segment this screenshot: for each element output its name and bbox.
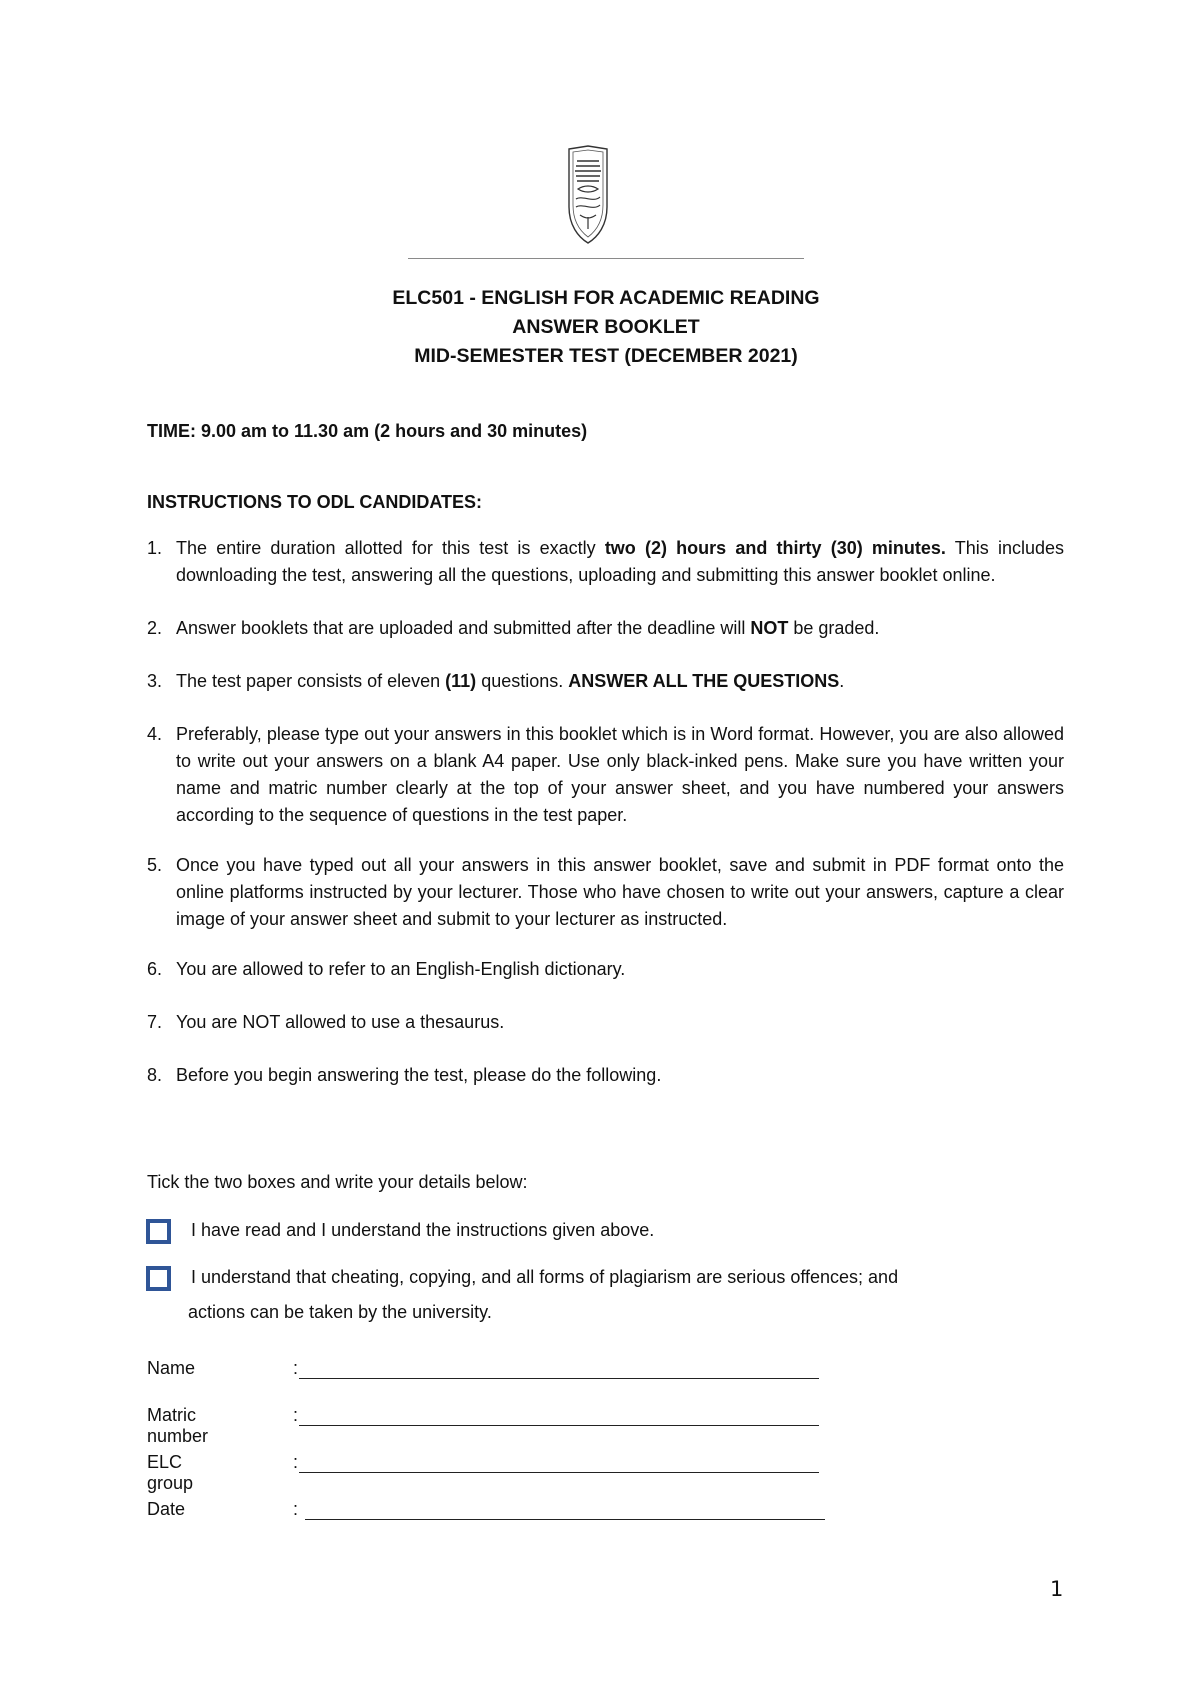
- instruction-item: [147, 852, 1064, 933]
- matric-number-label: Matric number: [147, 1405, 209, 1446]
- instruction-text: .: [839, 671, 845, 691]
- instruction-text: be graded.: [788, 618, 880, 638]
- instructions-list: [147, 535, 1064, 1115]
- read-instructions-checkbox[interactable]: [146, 1219, 171, 1244]
- instruction-item: [147, 668, 1064, 695]
- read-instructions-label: I have read and I understand the instructions given above.: [191, 1220, 655, 1240]
- instruction-number: 2.: [147, 618, 163, 638]
- test-title: MID-SEMESTER TEST (DECEMBER 2021): [414, 345, 798, 367]
- name-colon: :: [293, 1358, 299, 1378]
- plagiarism-acknowledgement-label: I understand that cheating, copying, and all forms of plagiarism are serious offences; and: [191, 1267, 899, 1287]
- matric-colon: :: [293, 1405, 299, 1425]
- instruction-text: This includes downloading the test, answering all the questions, uploading and submitting this answer booklet online.: [176, 538, 1064, 585]
- instruction-emphasis: NOT: [750, 618, 789, 638]
- instruction-number: 4.: [147, 724, 163, 744]
- instruction-text: Answer booklets that are uploaded and submitted after the deadline will: [176, 618, 751, 638]
- elc-group-label: ELC group: [147, 1452, 194, 1493]
- date-field[interactable]: [305, 1519, 825, 1520]
- instruction-number: 1.: [147, 538, 163, 558]
- instruction-text: Before you begin answering the test, please do the following.: [176, 1065, 662, 1085]
- matric-number-field[interactable]: [299, 1425, 819, 1426]
- instruction-emphasis: ANSWER ALL THE QUESTIONS: [568, 671, 840, 691]
- instruction-text: questions.: [476, 671, 569, 691]
- instruction-number: 6.: [147, 959, 163, 979]
- course-title: ELC501 - ENGLISH FOR ACADEMIC READING: [392, 287, 820, 309]
- instruction-text: You are allowed to refer to an English-English dictionary.: [176, 959, 626, 979]
- instruction-item: [147, 956, 1064, 983]
- instruction-text: The entire duration allotted for this test is exactly: [176, 538, 605, 558]
- elc-group-field[interactable]: [299, 1472, 819, 1473]
- plagiarism-acknowledgement-checkbox[interactable]: [146, 1266, 171, 1291]
- instruction-text: You are NOT allowed to use a thesaurus.: [176, 1012, 505, 1032]
- instruction-item: [147, 721, 1064, 829]
- booklet-title: ANSWER BOOKLET: [512, 316, 700, 338]
- name-label: Name: [147, 1358, 196, 1378]
- date-colon: :: [293, 1499, 299, 1519]
- university-crest-icon: [566, 145, 610, 245]
- instruction-text: Preferably, please type out your answers in this booklet which is in Word format. However, you are also allowed to write out your answers on a blank A4 paper. Use only black-inked pens. Make sure you have written your name and matric number clearly at the top of your answer sheet, and you have numbered your answers according to the sequence of questions in the test paper.: [176, 724, 1064, 825]
- time-line: TIME: 9.00 am to 11.30 am (2 hours and 30 minutes): [147, 421, 588, 441]
- instruction-item: [147, 615, 1064, 642]
- instruction-number: 8.: [147, 1065, 163, 1085]
- instruction-text: The test paper consists of eleven: [176, 671, 446, 691]
- tick-instructions: Tick the two boxes and write your details below:: [147, 1172, 528, 1192]
- instruction-item: [147, 1009, 1064, 1036]
- instruction-item: [147, 1062, 1064, 1089]
- instruction-emphasis: (11): [445, 671, 477, 691]
- instruction-number: 7.: [147, 1012, 163, 1032]
- date-label: Date: [147, 1499, 186, 1519]
- instruction-item: [147, 535, 1064, 589]
- header-divider: [408, 258, 804, 259]
- instruction-emphasis: two (2) hours and thirty (30) minutes.: [604, 538, 946, 558]
- instructions-heading: INSTRUCTIONS TO ODL CANDIDATES:: [147, 492, 483, 512]
- instruction-number: 3.: [147, 671, 163, 691]
- instruction-text: Once you have typed out all your answers in this answer booklet, save and submit in PDF format onto the online platforms instructed by your lecturer. Those who have chosen to write out your answers, capture a clear image of your answer sheet and submit to your lecturer as instructed.: [176, 855, 1064, 929]
- page-number: 1: [1050, 1577, 1064, 1601]
- instruction-number: 5.: [147, 855, 163, 875]
- name-field[interactable]: [299, 1378, 819, 1379]
- group-colon: :: [293, 1452, 299, 1472]
- document-title: [0, 284, 1200, 371]
- plagiarism-acknowledgement-label-continued: actions can be taken by the university.: [188, 1302, 492, 1322]
